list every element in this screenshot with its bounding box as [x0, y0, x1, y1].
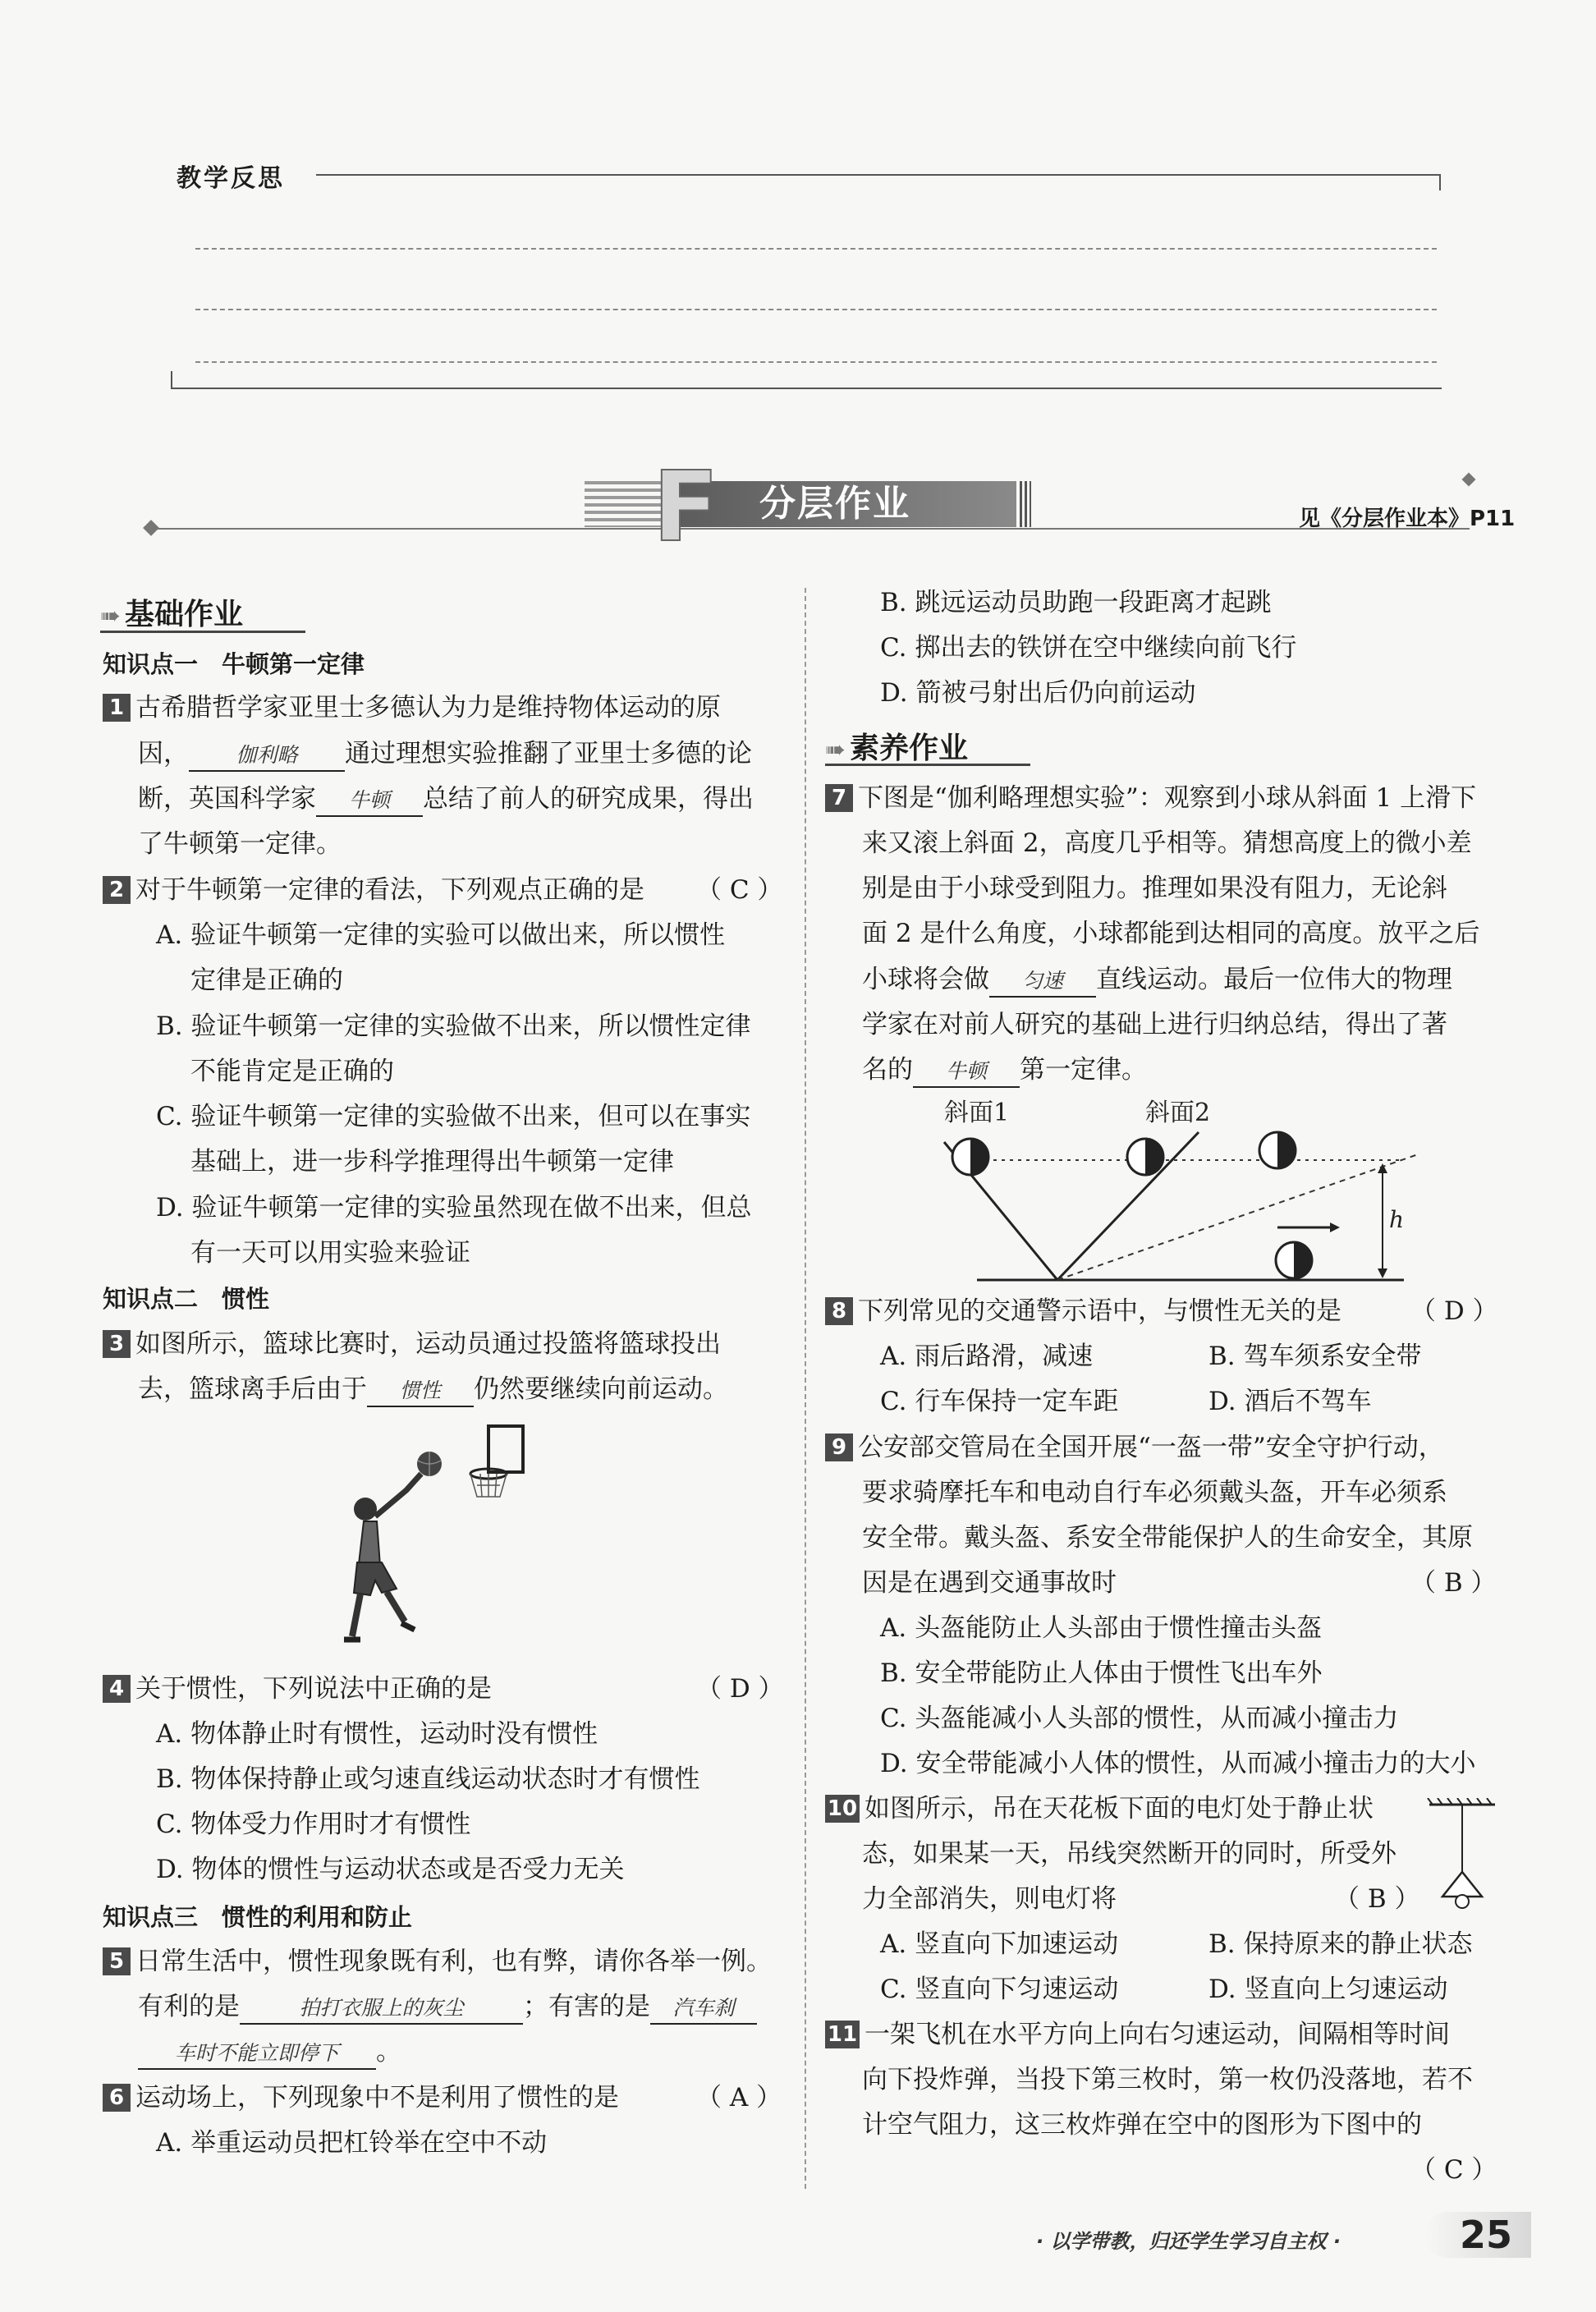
q10-option-a: A. 竖直向下加速运动 — [880, 1929, 1119, 1959]
q10-line-2: 态，如果某一天，吊线突然断开的同时，所受外 — [862, 1839, 1396, 1869]
q11-answer: （ C ） — [1410, 2155, 1497, 2185]
height-label: h — [1389, 1206, 1405, 1233]
q10-number: 10 — [825, 1795, 860, 1823]
q6-answer: （ A ） — [696, 2083, 782, 2112]
q8-option-b: B. 驾车须系安全带 — [1208, 1342, 1422, 1371]
knowledge-point-1: 知识点一 牛顿第一定律 — [103, 650, 365, 678]
reflection-bottom-rule — [171, 388, 1442, 389]
page-number: 25 — [1460, 2213, 1513, 2257]
reflection-line-1 — [195, 248, 1437, 250]
q11-line-1: 11 一架飞机在水平方向上向右匀速运动，间隔相等时间 — [825, 2016, 1450, 2053]
q7-line-2: 来又滚上斜面 2，高度几乎相等。猜想高度上的微小差 — [862, 828, 1472, 858]
q1-blank-2[interactable]: 牛顿 — [316, 786, 423, 817]
q2-option-b-1: B. 验证牛顿第一定律的实验做不出来，所以惯性定律 — [156, 1012, 751, 1041]
q1-number: 1 — [103, 694, 131, 722]
reflection-left-tick — [171, 371, 172, 388]
ball-1 — [952, 1139, 988, 1175]
q10-line-3: 力全部消失，则电灯将 — [862, 1884, 1117, 1914]
reflection-right-tick — [1439, 174, 1441, 190]
basketball-figure — [341, 1424, 546, 1663]
q4-stem: 4 关于惯性，下列说法中正确的是 — [103, 1671, 492, 1707]
section-competency-underline — [825, 764, 1030, 766]
q2-answer: （ C ） — [696, 875, 783, 905]
banner-title: 分层作业 — [759, 483, 910, 525]
q5-blank-2b[interactable]: 车时不能立即停下 — [138, 2039, 376, 2070]
player-arm — [375, 1474, 421, 1516]
q10-answer: （ B ） — [1334, 1884, 1420, 1914]
q6-stem: 6 运动场上，下列现象中不是利用了惯性的是 — [103, 2080, 619, 2116]
reflection-line-3 — [195, 361, 1437, 363]
banner-reference: 见《分层作业本》P11 — [1299, 507, 1516, 531]
banner-end-bars — [1020, 481, 1031, 527]
q2-option-d-2: 有一天可以用实验来验证 — [190, 1238, 470, 1268]
reflection-title: 教学反思 — [177, 164, 285, 193]
q10-option-d: D. 竖直向上匀速运动 — [1208, 1975, 1448, 2004]
q2-option-c-1: C. 验证牛顿第一定律的实验做不出来，但可以在事实 — [156, 1102, 751, 1131]
q3-line-2: 去，篮球离手后由于 惯性 仍然要继续向前运动。 — [138, 1371, 728, 1407]
q9-number: 9 — [825, 1434, 853, 1461]
q2-option-a-2: 定律是正确的 — [190, 966, 343, 995]
q5-line-3: 车时不能立即停下 。 — [138, 2034, 401, 2070]
q2-option-c-2: 基础上，进一步科学推理得出牛顿第一定律 — [190, 1147, 674, 1177]
q9-option-d: D. 安全带能减小人体的惯性，从而减小撞击力的大小 — [880, 1749, 1476, 1778]
player-legs — [352, 1592, 405, 1636]
q11-line-2: 向下投炸弹，当投下第三枚时，第一枚仍没落地，若不 — [862, 2065, 1473, 2094]
q4-number: 4 — [103, 1675, 131, 1703]
q7-line-4: 面 2 是什么角度，小球都能到达相同的高度。放平之后 — [862, 919, 1480, 948]
q8-option-d: D. 酒后不驾车 — [1208, 1387, 1372, 1416]
ball-2 — [1127, 1139, 1163, 1175]
q7-blank-1[interactable]: 匀速 — [989, 966, 1096, 998]
q9-line-4: 因是在遇到交通事故时 — [862, 1568, 1117, 1598]
q5-line-2: 有利的是 拍打衣服上的灰尘 ；有害的是 汽车刹 — [138, 1989, 757, 2025]
q1-line-1: 1 古希腊哲学家亚里士多德认为力是维持物体运动的原 — [103, 690, 721, 726]
q2-number: 2 — [103, 876, 131, 904]
ramp-3-dashed — [1057, 1154, 1420, 1280]
q3-number: 3 — [103, 1330, 131, 1358]
q4-answer: （ D ） — [696, 1674, 784, 1704]
arrow-icon: ➠ — [100, 602, 122, 631]
q1-blank-1[interactable]: 伽利略 — [189, 741, 345, 772]
q4-option-a: A. 物体静止时有惯性，运动时没有惯性 — [156, 1719, 598, 1749]
hanging-lamp-figure — [1424, 1798, 1498, 1913]
q7-line-6: 学家在对前人研究的基础上进行归纳总结，得出了著 — [862, 1010, 1447, 1039]
q2-option-d-1: D. 验证牛顿第一定律的实验虽然现在做不出来，但总 — [156, 1193, 752, 1223]
q7-line-1: 7 下图是“伽利略理想实验”：观察到小球从斜面 1 上滑下 — [825, 780, 1476, 816]
q6-option-d: D. 箭被弓射出后仍向前运动 — [880, 678, 1196, 708]
light-bulb — [1456, 1895, 1469, 1908]
galileo-ramp-diagram — [895, 1096, 1420, 1289]
player-body — [359, 1521, 380, 1566]
banner-stripes — [585, 481, 663, 527]
q7-blank-2[interactable]: 牛顿 — [913, 1057, 1020, 1088]
banner-rule — [152, 528, 1470, 530]
q2-option-a-1: A. 验证牛顿第一定律的实验可以做出来，所以惯性 — [156, 920, 726, 950]
arrow-icon: ➠ — [825, 736, 846, 764]
q10-option-b: B. 保持原来的静止状态 — [1208, 1929, 1473, 1959]
reflection-top-rule — [316, 174, 1441, 176]
q5-number: 5 — [103, 1947, 131, 1975]
q7-line-7: 名的 牛顿 第一定律。 — [862, 1052, 1147, 1088]
q6-option-b: B. 跳远运动员助跑一段距离才起跳 — [880, 588, 1272, 617]
section-basic-homework: ➠ 基础作业 — [100, 598, 244, 631]
q2-option-b-2: 不能肯定是正确的 — [190, 1057, 394, 1086]
q1-line-4: 了牛顿第一定律。 — [138, 829, 342, 859]
q8-option-c: C. 行车保持一定车距 — [880, 1387, 1119, 1416]
q11-number: 11 — [825, 2021, 860, 2048]
q6-option-a: A. 举重运动员把杠铃举在空中不动 — [156, 2128, 548, 2158]
q7-line-5: 小球将会做 匀速 直线运动。最后一位伟大的物理 — [862, 961, 1452, 998]
reflection-line-2 — [195, 309, 1437, 310]
q1-line-2: 因， 伽利略 通过理想实验推翻了亚里士多德的论 — [138, 736, 752, 772]
ball-3 — [1259, 1132, 1296, 1168]
q5-line-1: 5 日常生活中，惯性现象既有利，也有弊，请你各举一例。 — [103, 1943, 772, 1979]
q3-blank-1[interactable]: 惯性 — [367, 1376, 474, 1407]
q7-number: 7 — [825, 784, 853, 812]
q9-option-a: A. 头盔能防止人头部由于惯性撞击头盔 — [880, 1613, 1323, 1643]
lamp-shade — [1442, 1872, 1482, 1897]
q8-number: 8 — [825, 1297, 853, 1325]
q7-line-3: 别是由于小球受到阻力。推理如果没有阻力，无论斜 — [862, 874, 1447, 903]
q9-line-1: 9 公安部交管局在全国开展“一盔一带”安全守护行动， — [825, 1429, 1444, 1466]
q9-option-b: B. 安全带能防止人体由于惯性飞出车外 — [880, 1658, 1323, 1688]
section-competency-homework: ➠ 素养作业 — [825, 732, 969, 765]
q9-line-2: 要求骑摩托车和电动自行车必须戴头盔，开车必须系 — [862, 1478, 1447, 1507]
banner-right-dot — [1462, 473, 1476, 487]
q9-line-3: 安全带。戴头盔、系安全带能保护人的生命安全，其原 — [862, 1523, 1473, 1553]
q8-answer: （ D ） — [1410, 1296, 1498, 1326]
q10-option-c: C. 竖直向下匀速运动 — [880, 1975, 1119, 2004]
q5-blank-1[interactable]: 拍打衣服上的灰尘 — [240, 1993, 523, 2025]
q11-line-3: 计空气阻力，这三枚炸弹在空中的图形为下图中的 — [862, 2110, 1422, 2140]
section-basic-underline — [100, 631, 305, 633]
q2-stem: 2 对于牛顿第一定律的看法，下列观点正确的是 — [103, 872, 644, 908]
banner-letter: F — [653, 450, 719, 563]
q10-line-1: 10 如图所示，吊在天花板下面的电灯处于静止状 — [825, 1791, 1374, 1827]
q4-option-c: C. 物体受力作用时才有惯性 — [156, 1810, 471, 1839]
q8-stem: 8 下列常见的交通警示语中，与惯性无关的是 — [825, 1293, 1341, 1329]
q6-number: 6 — [103, 2084, 131, 2112]
backboard — [488, 1426, 523, 1472]
q4-option-d: D. 物体的惯性与运动状态或是否受力无关 — [156, 1855, 625, 1884]
q9-answer: （ B ） — [1410, 1568, 1497, 1598]
q6-option-c: C. 掷出去的铁饼在空中继续向前飞行 — [880, 633, 1297, 663]
player-head — [354, 1498, 377, 1521]
footer-motto: · 以学带教，归还学生学习自主权 · — [1036, 2230, 1341, 2253]
ball-4 — [1276, 1242, 1312, 1278]
q9-option-c: C. 头盔能减小人头部的惯性，从而减小撞击力 — [880, 1704, 1399, 1733]
q4-option-b: B. 物体保持静止或匀速直线运动状态时才有惯性 — [156, 1764, 700, 1794]
ramp-2-label: 斜面2 — [1145, 1099, 1211, 1127]
ramp-1-label: 斜面1 — [944, 1099, 1010, 1127]
q8-option-a: A. 雨后路滑，减速 — [880, 1342, 1094, 1371]
column-divider — [805, 588, 806, 2189]
player-shorts — [354, 1562, 397, 1595]
knowledge-point-3: 知识点三 惯性的利用和防止 — [103, 1903, 413, 1931]
q5-blank-2a[interactable]: 汽车刹 — [650, 1993, 757, 2025]
q1-line-3: 断，英国科学家 牛顿 总结了前人的研究成果，得出 — [138, 781, 754, 817]
banner-left-dot — [143, 520, 159, 536]
q3-line-1: 3 如图所示，篮球比赛时，运动员通过投篮将篮球投出 — [103, 1326, 721, 1362]
knowledge-point-2: 知识点二 惯性 — [103, 1285, 270, 1313]
